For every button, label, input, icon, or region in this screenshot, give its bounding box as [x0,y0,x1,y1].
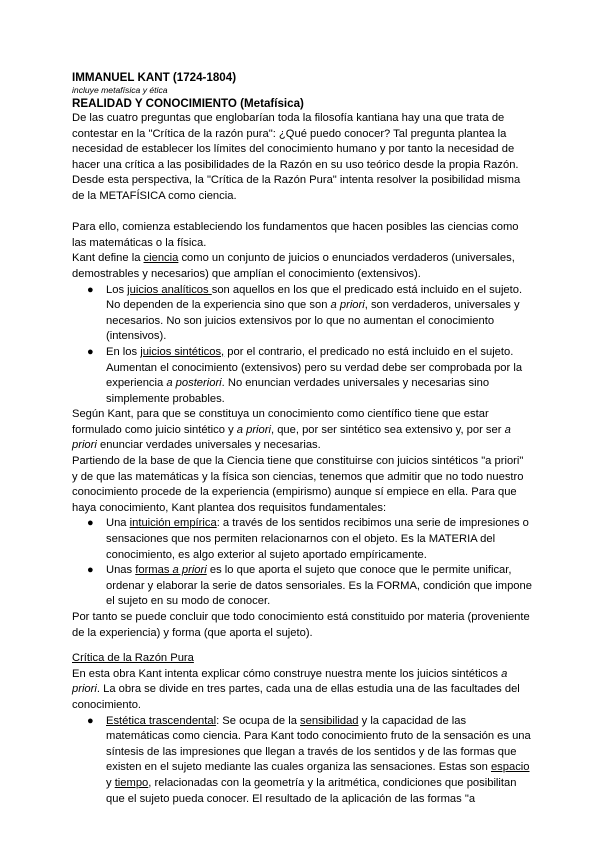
intuicion-empirica-term: intuición empírica [129,517,217,530]
faculties-list [72,714,532,808]
list-item: ● Estética trascendental: Se ocupa de la sensibilidad y la capacidad de las matemáticas como ciencia. Para Kant todo conocimiento fruto de la sensación es una síntesis de las impresiones que llegan a través de los sentidos y de las formas que existen en el sujeto mediante las cuales organiza las sensaciones. Estas son espacio y tiempo, relacionadas con la geometría y la aritmética, condiciones que posibilitan que el sujeto pueda conocer. El resultado de la aplicación de las formas "a [87,714,531,805]
bullet-icon: ● [87,345,94,358]
estetica-trascendental-term: Estética trascendental [106,714,217,727]
document-body [72,70,532,807]
section-heading: REALIDAD Y CONOCIMIENTO (Metafísica) [72,97,304,110]
scientific-knowledge-paragraph: Según Kant, para que se constituya un conocimiento como científico tiene que estar formulado como juicio sintético y a priori, que, por ser sintético sea extensivo y, por ser a priori enunciar verdades universales y necesarias. [72,408,511,452]
bullet-icon: ● [87,283,94,296]
judgments-list [72,283,532,408]
bullet-icon: ● [87,714,94,727]
document-subtitle: incluye metafísica y ética [72,85,168,95]
critica-paragraph: En esta obra Kant intenta explicar cómo construye nuestra mente los juicios sintéticos a priori. La obra se divide en tres partes, cada una de ellas estudia una de las facultades del conocimiento. [72,667,520,711]
list-item: ● Los juicios analíticos son aquellos en los que el predicado está incluido en el sujeto. No dependen de la experiencia sino que son a priori, son verdaderos, universales y necesarios. No son juicios extensivos por lo que no aumentan el conocimiento (intensivos). [87,283,523,343]
espacio-term: espacio [490,761,530,774]
conclusion-paragraph: Por tanto se puede concluir que todo conocimiento está constituido por materia (proveniente de la experiencia) y forma (que aporta el sujeto). [72,611,530,639]
list-item: ● Una intuición empírica: a través de los sentidos recibimos una serie de impresiones o sensaciones que nos permiten relacionarnos con el objeto. Es la MATERIA del conocimiento, es algo exterior al sujeto aportado empíricamente. [87,517,529,561]
list-item: ● Unas formas a priori es lo que aporta el sujeto que conoce que le permite unificar, ordenar y elaborar la serie de datos sensoriales. Es la FORMA, condición que impone el sujeto en su modo de conocer. [87,564,532,608]
foundations-paragraph: Para ello, comienza estableciendo los fundamentos que hacen posibles las ciencias como las matemáticas o la física. [72,221,519,249]
ciencia-term: ciencia [143,252,179,265]
bullet-icon: ● [87,517,94,530]
juicios-sinteticos-term: juicios sintéticos, [140,345,225,358]
requirements-list [72,516,532,610]
bullet-icon: ● [87,564,94,577]
list-item: ● En los juicios sintéticos, por el contrario, el predicado no está incluido en el sujeto. Aumentan el conocimiento (extensivos) pero su verdad debe ser comprobada por la experiencia a posteriori. No enuncian verdades universales y necesarias sino simplemente probables. [87,345,523,405]
formas-a-priori-term: formas a priori [135,564,207,577]
juicios-analiticos-term: juicios analíticos [127,283,212,296]
intro-paragraph: De las cuatro preguntas que englobarían toda la filosofía kantiana hay una que trata de contestar en la "Crítica de la razón pura": ¿Qué puedo conocer? Tal pregunta plantea la necesidad de establecer los límites del conocimiento humano y por tanto la necesidad de hacer una crítica a las posibilidades de la Razón en su uso teórico desde la propia Razón. Desde esta perspectiva, la "Crítica de la Razón Pura" intenta resolver la posibilidad misma de la METAFÍSICA como ciencia. [72,112,521,202]
document-title: IMMANUEL KANT (1724-1804) [72,71,237,84]
science-definition-paragraph: Kant define la ciencia como un conjunto de juicios o enunciados verdaderos (universales, demostrables y necesarios) que amplían el conocimiento (extensivos). [72,252,515,280]
sensibilidad-term: sensibilidad [300,714,359,727]
tiempo-term: tiempo [114,776,149,789]
critica-heading: Crítica de la Razón Pura [72,652,194,665]
requirements-intro-paragraph: Partiendo de la base de que la Ciencia tiene que constituirse con juicios sintéticos "a priori" y de que las matemáticas y la física son ciencias, tenemos que admitir que no todo nuestro conocimiento procede de la experiencia (empirismo) aunque sí empiece en ella. Para que haya conocimiento, Kant plantea dos requisitos fundamentales: [72,455,524,514]
